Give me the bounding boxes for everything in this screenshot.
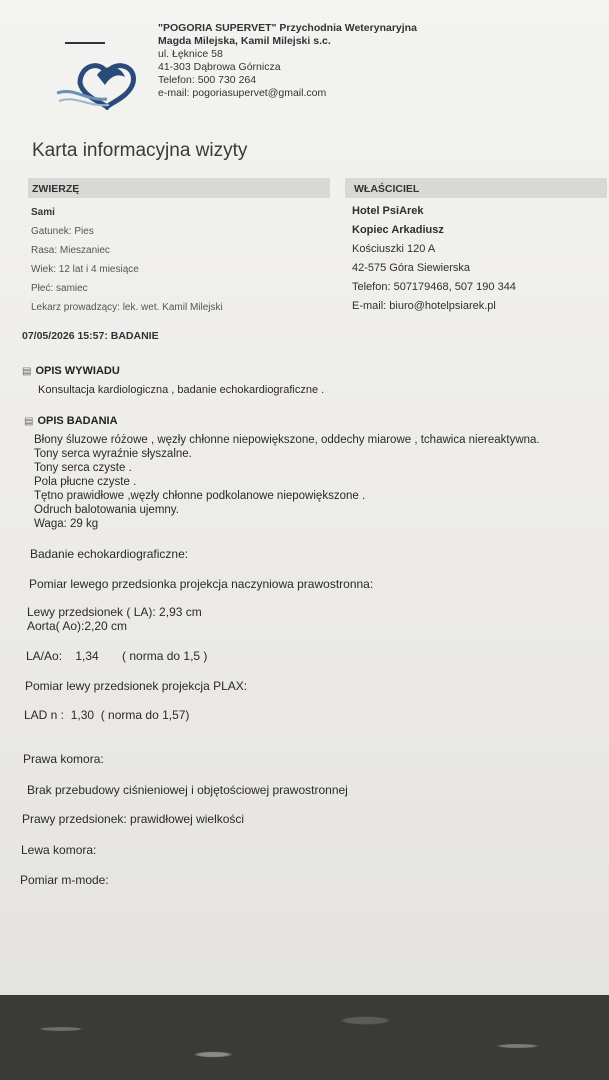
owner-person: Kopiec Arkadiusz — [352, 224, 444, 236]
owner-email: E-mail: biuro@hotelpsiarek.pl — [352, 300, 496, 312]
lad-value: LAD n : 1,30 ( norma do 1,57) — [24, 708, 190, 722]
exam-line: Tętno prawidłowe ,węzły chłonne podkolanowe niepowiększone . — [34, 490, 366, 502]
interview-header-label: OPIS WYWIADU — [35, 365, 120, 377]
animal-header: ZWIERZĘ — [32, 183, 80, 195]
clinic-logo-icon — [55, 35, 150, 110]
exam-line: Tony serca wyraźnie słyszalne. — [34, 448, 192, 460]
interview-text: Konsultacja kardiologiczna , badanie echokardiograficzne . — [38, 384, 325, 396]
right-ventricle-desc: Brak przebudowy ciśnieniowej i objętościowej prawostronnej — [27, 783, 348, 797]
document-icon: ▤ — [22, 366, 32, 377]
exam-line: Tony serca czyste . — [34, 462, 132, 474]
clinic-phone: Telefon: 500 730 264 — [158, 74, 257, 86]
clinic-city: 41-303 Dąbrowa Górnicza — [158, 61, 281, 73]
owner-company: Hotel PsiArek — [352, 205, 424, 217]
document-icon: ▤ — [24, 416, 34, 427]
animal-breed: Rasa: Mieszaniec — [31, 245, 110, 256]
la-ao-values — [27, 605, 202, 633]
exam-lines — [34, 433, 540, 531]
exam-section-header — [24, 415, 118, 427]
clinic-street: ul. Łęknice 58 — [158, 48, 223, 60]
attending-vet: Lekarz prowadzący: lek. wet. Kamil Milejski — [31, 302, 223, 313]
animal-sex: Płeć: samiec — [31, 283, 88, 294]
exam-header-label: OPIS BADANIA — [37, 415, 118, 427]
visit-datetime: 07/05/2026 15:57: BADANIE — [22, 330, 159, 342]
m-mode-title: Pomiar m-mode: — [20, 873, 109, 887]
clinic-header — [158, 22, 417, 100]
animal-species: Gatunek: Pies — [31, 226, 94, 237]
exam-line: Waga: 29 kg — [34, 518, 99, 530]
clinic-owners: Magda Milejska, Kamil Milejski s.c. — [158, 35, 331, 47]
animal-name: Sami — [31, 207, 55, 218]
exam-line: Pola płucne czyste . — [34, 476, 137, 488]
echo-title: Badanie echokardiograficzne: — [30, 547, 189, 561]
animal-age: Wiek: 12 lat i 4 miesiące — [31, 264, 139, 275]
left-ventricle-title: Lewa komora: — [21, 843, 97, 857]
ao-value: Aorta( Ao):2,20 cm — [27, 619, 128, 633]
right-ventricle-title: Prawa komora: — [23, 752, 104, 766]
la-ao-ratio: LA/Ao: 1,34 ( norma do 1,5 ) — [26, 649, 208, 663]
exam-line: Odruch balotowania ujemny. — [34, 504, 179, 516]
clinic-name: "POGORIA SUPERVET" Przychodnia Weterynaryjna — [158, 22, 417, 34]
owner-phone: Telefon: 507179468, 507 190 344 — [352, 281, 516, 293]
owner-street: Kościuszki 120 A — [352, 243, 436, 255]
plax-title: Pomiar lewy przedsionek projekcja PLAX: — [25, 679, 248, 693]
owner-city: 42-575 Góra Siewierska — [352, 262, 471, 274]
owner-header: WŁAŚCICIEL — [354, 183, 420, 195]
page-title: Karta informacyjna wizyty — [32, 140, 248, 161]
la-value: Lewy przedsionek ( LA): 2,93 cm — [27, 605, 202, 619]
exam-line: Błony śluzowe różowe , węzły chłonne niepowiększone, oddechy miarowe , tchawica niereaktywna. — [34, 434, 540, 446]
clinic-email: e-mail: pogoriasupervet@gmail.com — [158, 87, 327, 99]
la-measure-title: Pomiar lewego przedsionka projekcja naczyniowa prawostronna: — [29, 577, 374, 591]
interview-section-header — [22, 365, 120, 377]
background-fabric — [0, 995, 609, 1080]
right-atrium: Prawy przedsionek: prawidłowej wielkości — [22, 812, 245, 826]
